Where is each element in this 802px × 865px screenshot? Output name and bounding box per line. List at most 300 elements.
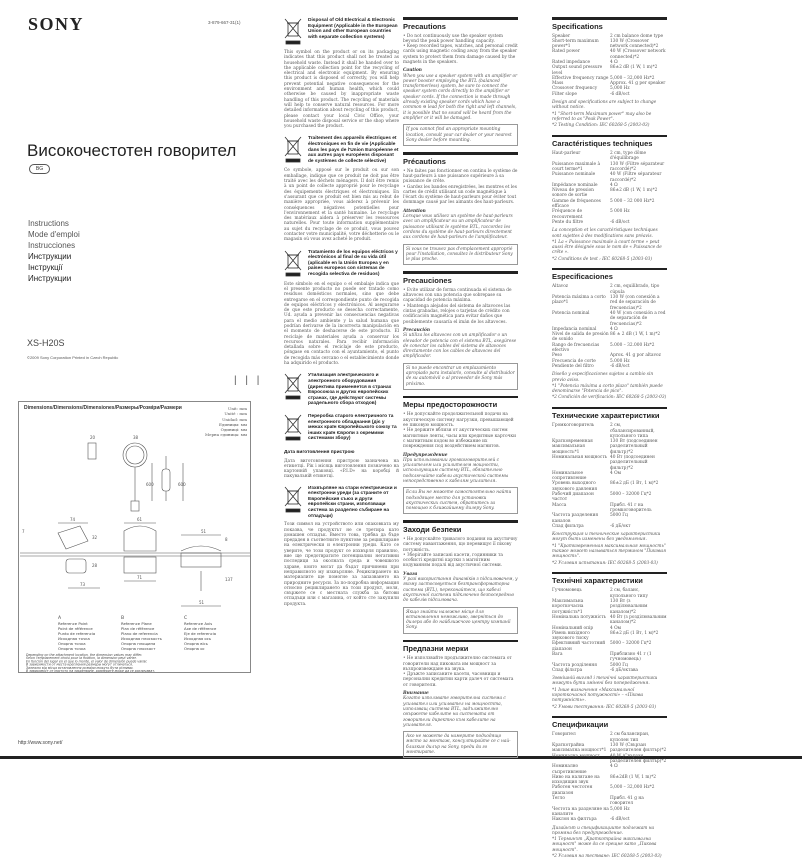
spec-row: [552, 764, 667, 775]
spec-value: 5.000 – 32.000 Hz*2: [610, 342, 655, 348]
spec-row: [552, 599, 667, 615]
precautions-section: [403, 271, 518, 390]
spec-value: 5000 – 32000 Гц*2: [610, 641, 652, 647]
spec-value: 86±2 dB (1 W, 1 m)*2: [610, 188, 658, 194]
precautions-section: [403, 520, 518, 633]
spec-label: Output sound pressure level: [552, 65, 603, 76]
spec-label: Pendiente del filtro: [552, 363, 594, 369]
spec-label: Ниво на налягане на изходящия звук: [552, 774, 600, 786]
dimension-value: 51: [201, 529, 207, 534]
precaution-item: • Не допускайте продолжительной подачи на акустическую систему нагрузки, превышающей ее пиковую мощность.: [403, 412, 518, 428]
spec-label: Potencia nominal: [552, 310, 590, 316]
spec-value: 4 Ω: [610, 326, 618, 332]
spec-change-note: Diseño y especificaciones sujetos a cambio sin previo aviso.: [552, 372, 654, 383]
specifications-heading: Caractéristiques techniques: [552, 139, 653, 149]
spec-value: 40 W (Filtre séparateur raccordé)*2: [610, 172, 662, 183]
spec-label: Ефективний частотний діапазон: [552, 641, 606, 652]
spec-value: 130 W (Crossover network connected)*2: [610, 38, 659, 50]
reference-marker-a: A: [58, 616, 62, 621]
caution-text: При использовании громкоговорителей с усилителем или усилителем мощности, использующим систему BTL, обязательно подключайте кабели акустической системы непосредственно к кабелям усилителя.: [403, 457, 509, 484]
spec-value: 5000 Гц: [610, 662, 628, 668]
dimension-value: 71: [137, 575, 143, 580]
dimension-value: 600: [146, 482, 154, 487]
spec-value: 40 W (con conexión a red de separación de frecuencias)*2: [610, 310, 666, 327]
spec-row: [552, 295, 667, 311]
spec-value: 86 ± 2 dB (1 W, 1 m)*2: [610, 332, 661, 338]
precaution-item: • Evite utilizar de forma continuada el sistema de altavoces con una potencia que sobrepase su capacidad de potencia máxima.: [403, 288, 518, 304]
disposal-body: Ce symbole, apposé sur le produit ou sur son emballage, indique que ce produit ne doit pas être traité avec les déchets ménagers. Il doit être remis à un point de collecte approprié pour le recyclage des équipements électriques et électroniques. En s'assurant que ce produit est bien mis au rebut de manière appropriée, vous aiderez à prévenir les conséquences négatives potentielles pour l'environnement et la santé humaine. Le recyclage des matériaux aidera à préserver les ressources naturelles. Pour toute information supplémentaire au sujet du recyclage de ce produit, vous pouvez contacter votre municipalité, votre déchetterie ou le magasin où vous avez acheté le produit.: [284, 168, 399, 243]
disposal-heading: Traitement des appareils électriques et électroniques en fin de vie (Applicable dans les pays de l'Union Européenne et aux autres pays européens disposant de systèmes de collecte sélective): [308, 136, 399, 164]
reference-label: Опорна ос: [184, 646, 205, 651]
spec-label: Рабочий диапазон частот: [552, 492, 594, 503]
precautions-section: [403, 152, 518, 265]
precautions-heading: Precauciones: [403, 275, 452, 285]
spec-value: 5 000 Hz: [610, 209, 630, 215]
disposal-heading: Дата виготовлення пристрою: [284, 449, 355, 455]
dimension-value: 7: [22, 529, 25, 534]
spec-label: Масса: [552, 502, 567, 508]
section-rule: [403, 396, 518, 399]
spec-label: Pente du filtre: [552, 219, 584, 225]
specifications-heading: Specifications: [552, 21, 603, 31]
spec-value: 40 Вт (подсоединен разделительный фильтр)*2: [610, 455, 655, 471]
spec-row: [552, 92, 667, 97]
spec-value: 2 см, сбалансированный, купольного типа: [610, 423, 655, 439]
spec-change-note: Дизайнът и спецификациите подлежат на промяна без предупреждение.: [552, 825, 655, 836]
dimension-value: 8: [225, 537, 228, 542]
precaution-item: • Mantenga alejados del sistema de altavoces las cintas grabadas, relojes o tarjetas de crédito con codificación magnética para evitar daños que posiblemente causaría el imán de los altavoces.: [403, 304, 518, 325]
mounting-note: Ако не можете да намерите подходящо място за монтаж, консултирайте се с най-близкия дилър на Sony, преди да го монтирате.: [403, 731, 518, 758]
specifications-heading: Спецификации: [552, 720, 609, 730]
spec-value: Aprox. 41 g por altavoz: [610, 353, 661, 359]
flush-mount-view: [124, 526, 156, 551]
disposal-section: [284, 136, 399, 242]
specifications-section: [552, 572, 667, 710]
spec-row: [552, 39, 667, 50]
unit-label: Единицы: мм: [219, 421, 247, 427]
disposal-body: Дата виготовлення пристрою зазначена на етикетці. Рік і місяць виготовлення позначено на картонній упаковці. «P.I.D» на коробці й пакувальній етикетці.: [284, 458, 399, 480]
spec-label: Номинальная мощность: [552, 455, 608, 460]
tweeter-front-view: [123, 443, 147, 467]
reference-label: Исходная плоскость: [121, 636, 162, 641]
reference-label: Опорна площина: [121, 641, 156, 646]
precaution-item: • Не держите вблизи от акустических систем магнитные ленты, часы или кредитные карточки с магнитным кодом во избежание их повреждения под воздействием магнитов.: [403, 428, 518, 449]
spec-row: [552, 796, 667, 807]
spec-value: 130 Вт (подсоединен разделительный фильтр)*2: [610, 439, 658, 455]
reference-label: Reference Axis: [184, 621, 213, 626]
spec-label: Гучномовець: [552, 588, 582, 594]
reference-label: Plan de référence: [121, 626, 155, 631]
specifications-section: [552, 268, 667, 401]
spec-label: Puissance nominale: [552, 172, 596, 178]
spec-value: 5,000 – 32,000 Hz*2: [610, 75, 655, 81]
specifications-section: [552, 17, 667, 129]
disposal-section: [284, 414, 399, 443]
reference-label: Point de référence: [58, 626, 93, 631]
spec-value: 86±2 дБ (1 Вт, 1 м)*2: [610, 481, 659, 487]
spec-row: [552, 785, 667, 796]
caution-heading: Предупреждение: [403, 452, 448, 458]
disposal-heading: Disposal of Old Electrical & Electronic Equipment (Applicable in the European Union and other European countries with separate collection systems): [308, 18, 398, 40]
dimension-note: Selon l'emplacement choisi pour la fixation, la dimension peut varier.: [26, 656, 137, 661]
disposal-heading: Изхвърляне на стари електрически и електронни уреди (за страните от Европейския съюз и други европейски страни, използващи система за разделно събиране на отпадъци): [308, 485, 397, 519]
spec-value: 2 см балансиран, куполен тип: [610, 732, 650, 743]
spec-row: [552, 209, 667, 220]
surface-mount-view: [181, 546, 221, 551]
spec-change-note: Design and specifications are subject to change without notice.: [552, 100, 657, 111]
spec-label: Спад фильтра: [552, 523, 584, 529]
dimension-value: 74: [70, 517, 76, 522]
spec-row: [552, 455, 667, 471]
caution-text: Когато използвате говорителна система с усилвател или усилвател на мощността, използващ система BTL, задължително свържете кабелите на системата от говорители директно към кабелите на усилвателя.: [403, 696, 506, 728]
spec-row: [552, 439, 667, 455]
spec-label: Честота на разделяне на каналите: [552, 806, 609, 817]
spec-row: [552, 151, 667, 162]
language-badge: BG: [29, 164, 50, 174]
spec-label: Niveau de pression sonore de sortie: [552, 188, 594, 199]
spec-value: -6 dB/oct: [610, 219, 630, 225]
spec-row: [552, 188, 667, 199]
disposal-body: This symbol on the product or on its packaging indicates that this product shall not be treated as household waste. Instead it shall be handed over to the applicable collection point for the recycling of electrical and electronic equipment. By ensuring this product is disposed of correctly, you will help prevent potential negative consequences for the environment and human health, which could otherwise be caused by inappropriate waste handling of this product. The recycling of materials will help to conserve natural resources. For more detailed information about recycling of this product, please contact your local Civic Office, your household waste disposal service or the shop where you purchased the product.: [284, 50, 399, 130]
precautions-heading: Заходи безпеки: [403, 524, 462, 534]
disposal-body: Този символ на устройството или опаковката му показва, че продуктът не се третира като домашен отпадък. Вместо това, трябва да бъде предаден в съответните пунктове за рециклиране на електрически и електронни уреди. Като се уверите, че този продукт се изхвърля правилно, вие ще предотвратите потенциални негативни последици за околната среда и човешкото здраве, които могат да бъдат причинени при неправилното му изхвърляне. Рециклирането на материалите ще помогне за запазването на природните ресурси. За по-подробна информация относно рециклирането на този продукт, моля, свържете се с местната служба за битови отпадъци или с магазина, от който сте закупили продукта.: [284, 522, 399, 607]
spec-row: [552, 492, 667, 503]
spec-value: 2 см, баланс, купольного типу: [610, 588, 649, 599]
spec-label: Fréquence de recouvrement: [552, 209, 583, 220]
dimension-value: 28: [92, 563, 98, 568]
spec-label: Говорител: [552, 732, 576, 738]
instructions-ru: Инструкции: [28, 252, 72, 261]
product-title: Високочестотен говорител: [27, 141, 237, 160]
unit-label: Unidad: mm: [222, 416, 247, 422]
spec-change-note: Конструкция и технические характеристики могут быть изменены без уведомления.: [552, 532, 661, 543]
crossover-network: [162, 469, 170, 491]
spec-row: [552, 732, 667, 743]
spec-value: 5,000 Hz: [610, 806, 630, 812]
spec-label: Short-term maximum power*1: [552, 38, 599, 50]
spec-label: Номинално съпротивление: [552, 764, 587, 775]
spec-label: Номінальна потужність: [552, 614, 607, 620]
section-rule: [552, 268, 667, 271]
spec-value: -6 дБ/окт: [610, 523, 631, 529]
copyright: ©2009 Sony Corporation Printed in Czech Republic: [27, 355, 119, 360]
dimension-value: 20: [90, 435, 96, 440]
spec-row: [552, 49, 667, 60]
spec-label: Частота розділення: [552, 662, 597, 668]
precaution-item: • Не допускайте тривалого подання на акустичну систему навантаження, що перевищує її пікову потужність.: [403, 537, 518, 553]
spec-footnote: *2 Умови тестування: IEC 60268-5 (2003-03): [552, 704, 657, 710]
spec-row: [552, 471, 667, 482]
reference-label: Опорна плоскост: [121, 646, 156, 651]
precautions-column: [403, 17, 518, 764]
section-rule: [403, 152, 518, 155]
spec-value: 4 Ом: [610, 470, 621, 476]
precaution-item: • Keep recorded tapes, watches, and personal credit cards using magnetic coding away from the speaker system to protect them from damage caused by the magnets in the speakers.: [403, 44, 518, 65]
spec-row: [552, 503, 667, 514]
instructions-fr: Mode d'emploi: [28, 230, 80, 239]
mounting-note: Якщо знайти належне місце для встановлення неможливо, зверніться до дилера або до найближчого центру компанії Sony.: [403, 607, 518, 634]
dimension-note: В зависимости от места крепления размеры могут отличаться.: [26, 662, 134, 667]
spec-label: Rated impedance: [552, 59, 591, 65]
spec-label: Puissance maximale à court terme*1: [552, 161, 601, 172]
print-marks: | | |: [234, 375, 263, 386]
mounting-note: Si no puede encontrar un emplazamiento apropiado para instalarlo, consulte al distribuidor de su automóvil o al proveedor de Sony más próximo.: [403, 363, 518, 390]
spec-row: [552, 817, 667, 822]
spec-footnote: *2 Условия на тестване: IEC 60268-5 (2003-03): [552, 854, 662, 859]
spec-value: 5,000 Hz: [610, 86, 630, 92]
spec-value: Приблизно 41 г (1 гучномовець): [610, 652, 652, 663]
spec-value: 130 W (Свързан разделителен филтър)*2: [610, 743, 667, 754]
spec-row: [552, 220, 667, 225]
spec-label: Effective frequency range: [552, 75, 609, 81]
spec-row: [552, 162, 667, 173]
weee-bin-icon: [284, 373, 302, 403]
spec-row: [552, 668, 667, 673]
precautions-heading: Précautions: [403, 156, 446, 166]
spec-value: 2 cm balance dome type: [610, 33, 664, 39]
sony-logo: SONY: [28, 14, 85, 34]
caution-heading: Attention: [403, 208, 426, 214]
precautions-section: [403, 396, 518, 515]
spec-label: Filter slope: [552, 91, 577, 97]
disposal-body: Este símbolo en el equipo o el embalaje indica que el presente producto no puede ser tratado como residuos domésticos normales, sino que debe entregarse en el correspondiente punto de recogida de equipos eléctricos y electrónicos. Al asegurarse de que este producto se desecha correctamente, Ud. ayuda a prevenir las consecuencias negativas para el medio ambiente y la salud humana que podrían derivarse de la incorrecta manipulación en el momento de deshacerse de este producto. El reciclaje de materiales ayuda a conservar los recursos naturales. Para recibir información detallada sobre el reciclaje de este producto, póngase en contacto con el ayuntamiento, el punto de recogida más cercano o el establecimiento donde ha adquirido el producto.: [284, 281, 399, 367]
spec-label: Номінальний опір: [552, 625, 594, 631]
spec-value: 130 W (con conexión a red de separación de frecuencias)*2: [610, 295, 660, 311]
spec-value: 5000 – 32000 Гц*2: [610, 492, 652, 498]
spec-value: 4 Ω: [610, 764, 618, 770]
caution-text: У разі використання динаміків з підсилювачем, у якому застосовується безтрансформаторна система (BTL), переконайтеся, що кабелі акустичної системи підключено безпосередньо до кабелів підсилювача.: [403, 577, 518, 604]
caution-text: Si utiliza los altavoces con un amplificador o un elevador de potencia con el sistema BTL, asegúrese de conectar los cables del sistema de altavoces directamente con los cables de altavoces del amplificador.: [403, 333, 517, 360]
dimension-value: 61: [137, 517, 143, 522]
spec-value: Approx. 41 g per speaker: [610, 81, 666, 87]
disposal-section: [284, 373, 399, 407]
spec-row: [552, 423, 667, 439]
dimension-value: 137: [225, 577, 233, 582]
spec-footnote: *1 Терминът „Краткотрайна максимална мощност" може да се срещне като „Пикова мощност".: [552, 837, 657, 853]
mounting-note: Если Вы не можете самостоятельно найти подходящее место для установки акустических систем, обратитесь за помощью к ближайшему дилеру Sony.: [403, 487, 518, 514]
spec-row: [552, 524, 667, 529]
spec-label: Gamme de fréquences efficace: [552, 198, 601, 210]
section-rule: [552, 716, 667, 719]
spec-value: 4 Ом: [610, 625, 621, 631]
section-rule: [552, 17, 667, 20]
spec-footnote: *2 Условия испытания: IEC 60268-5 (2003-03): [552, 560, 658, 566]
caution-heading: Внимание: [403, 691, 429, 697]
spec-label: Potencia máxima a corto plazo*1: [552, 295, 606, 306]
unit-label: Unit: mm: [227, 406, 247, 411]
spec-label: Nivel de salida de presión de sonido: [552, 332, 609, 343]
spec-label: Номинальное сопротивление: [552, 470, 587, 482]
mounting-note: Si vous ne trouvez pas d'emplacement approprié pour l'installation, consultez le distributeur Sony le plus proche.: [403, 244, 518, 266]
spec-label: Спад фільтра: [552, 667, 583, 673]
spec-footnote: *1 La « Puissance maximale à court terme » peut aussi être désignée sous le nom de « Puissance de crête ».: [552, 239, 662, 256]
disposal-column: [284, 18, 399, 614]
spec-row: [552, 641, 667, 652]
weee-bin-icon: [284, 136, 302, 166]
precautions-list: [403, 537, 518, 569]
dimension-note: En función del lugar en el que lo monte, el valor de dimensión puede variar.: [26, 659, 148, 664]
reference-marker-c: C: [184, 616, 188, 621]
spec-label: Максимальна короткочасна потужність*1: [552, 599, 584, 615]
section-rule: [403, 520, 518, 523]
section-rule: [403, 271, 518, 274]
spec-value: 130 W (Filtre séparateur raccordé)*2: [610, 161, 665, 172]
spec-row: [552, 65, 667, 76]
spec-footnote: *2 Condición de verificación: IEC 60268-5 (2003-03): [552, 395, 667, 401]
spec-value: 40 W (Crossover network connected)*2: [610, 49, 666, 60]
instructions-ua: Інструкції: [28, 263, 63, 272]
spec-label: Громкоговоритель: [552, 423, 595, 429]
spec-label: Impédance nominale: [552, 182, 598, 188]
spec-label: Rango de frecuencias efectivo: [552, 342, 600, 354]
specifications-heading: Especificaciones: [552, 272, 613, 282]
dimension-value: 51: [199, 600, 205, 605]
caution-heading: Precaución: [403, 327, 430, 333]
spec-value: 40 Вт (з розділювальним каналом)*2: [610, 614, 667, 626]
disposal-section: [284, 450, 399, 480]
spec-row: [552, 652, 667, 663]
disposal-heading: Tratamiento de los equipos eléctricos y electrónicos al final de su vida útil (aplicable en la Unión Europea y en países europeos con sistemas de recogida selectiva de residuos): [308, 249, 398, 277]
spec-label: Impedancia nominal: [552, 326, 597, 332]
reference-label: Опорна точка: [58, 646, 86, 651]
spec-footnote: *1 "Potencia máxima a corto plazo" también puede denominarse "Potencia de pico".: [552, 383, 663, 395]
spec-row: [552, 481, 667, 492]
reference-label: Опорна вісь: [184, 641, 208, 646]
spec-label: Наклон на филтъра: [552, 817, 597, 823]
instructions-es: Instrucciones: [28, 241, 76, 250]
precautions-heading: Предпазни мерки: [403, 644, 469, 654]
spec-footnote: *2 Conditions de test : IEC 60268-5 (2003-03): [552, 256, 652, 262]
weee-bin-icon: [284, 486, 302, 516]
spec-footnote: *2 Testing Condition: IEC 60268-5 (2003-03): [552, 123, 650, 129]
disposal-section: [284, 18, 399, 129]
spec-row: [552, 284, 667, 295]
caution-heading: Увага: [403, 571, 418, 577]
spec-label: Вага: [552, 652, 563, 657]
dimensions-drawing: [18, 401, 251, 673]
spec-row: [552, 743, 667, 754]
spec-row: [552, 199, 667, 210]
spec-value: 86±2 dB (1 W, 1 m)*2: [610, 65, 658, 71]
spec-value: Прибл. 41 g на говорител: [610, 796, 644, 807]
unit-label: Unité : mm: [224, 411, 247, 417]
reference-marker-b: B: [121, 616, 125, 621]
document-number: 3-879-667-31(1): [208, 20, 241, 25]
reference-label: Axe de référence: [184, 626, 217, 631]
spec-value: 4 Ω: [610, 182, 618, 188]
instructions-bg: Инструкции: [28, 274, 72, 283]
spec-row: [552, 775, 667, 786]
spec-change-note: Зовнішній вигляд і технічні характеристики можуть бути змінені без попередження.: [552, 676, 658, 687]
unit-label: Мерна единица: мм: [205, 432, 247, 438]
section-rule: [403, 17, 518, 20]
reference-label: Reference Plane: [121, 621, 152, 626]
precautions-list: [403, 288, 518, 325]
spec-label: Frecuencia de corte: [552, 358, 596, 364]
caution-heading: Caution: [403, 68, 422, 74]
precautions-list: [403, 412, 518, 449]
specifications-column: [552, 17, 667, 865]
spec-row: [552, 332, 667, 343]
spec-value: Прибл. 41 г на громкоговоритель: [610, 502, 652, 513]
disposal-section: [284, 250, 399, 367]
reference-label: Punto de referencia: [58, 631, 96, 636]
spec-label: Краткотрайна максимална мощност*1: [552, 743, 607, 754]
spec-label: Mass: [552, 81, 564, 87]
disposal-heading: Переробка старого електричного та електронного обладнання (діє у межах країн Європейського союзу та інших країн Європи з окремими системами збору): [308, 413, 397, 442]
sony-url-link[interactable]: http://www.sony.net/: [18, 740, 63, 746]
spec-row: [552, 172, 667, 183]
spec-label: Rated power: [552, 49, 580, 55]
specifications-section: [552, 716, 667, 859]
caution-text: When you use a speaker system with an amplifier or power booster employing the BTL (balanced transformerless) system, be sure to connect the speaker system cords directly to the amplifier or speaker cords. If the connection is made through already existing speaker cords which have a common ⊖ lead for both the right and left channels, it is possible that no sound will be heard from the amplifier or it will be damaged.: [403, 73, 518, 121]
reference-label: Исходная ось: [184, 636, 212, 641]
precautions-section: [403, 640, 518, 759]
section-rule: [552, 407, 667, 410]
dimension-note: Depending on the attachment location, the dimension values may differ.: [26, 653, 143, 657]
dimension-note: Залежно від місця встановлення розміри можуть бути різними.: [26, 665, 134, 670]
spec-value: 86±2dB (1 W, 1 m)*2: [610, 774, 656, 780]
spec-label: Crossover frequency: [552, 86, 598, 92]
weee-bin-icon: [284, 18, 302, 48]
spec-label: Рівень вихідного звукового тиску: [552, 630, 590, 642]
spec-value: 5 000 – 32 000 Hz*2: [610, 198, 655, 204]
precautions-heading: Меры предосторожности: [403, 400, 498, 410]
precaution-item: • Не използвайте продължително системата от говорители над пиковата им мощност за възпроизвеждане на звука.: [403, 656, 518, 672]
dimension-value: 38: [133, 435, 139, 440]
reference-label: Plano de referencia: [121, 631, 158, 636]
spec-value: 130 Вт (з розділювальним каналом)*2: [610, 599, 648, 615]
precautions-heading: Precautions: [403, 21, 446, 31]
precaution-item: • Дръжте записаните касети, часовници и персонални кредитни карти далеч от системата от говорители.: [403, 672, 518, 688]
section-rule: [552, 572, 667, 575]
spec-label: Peso: [552, 353, 563, 359]
spec-footnote: *1 Інше визначення «Максимальної короткочасної потужності» – «Пікова потужність».: [552, 687, 644, 704]
spec-value: 4 Ω: [610, 59, 618, 65]
precaution-item: • Зберігайте записані касети, годинники та особисті кредитні картки з магнітним кодуванням подалі від акустичної системи.: [403, 553, 518, 569]
tweeter-side-view: [88, 443, 96, 459]
weee-bin-icon: [284, 414, 302, 444]
spec-label: Кратковременная максимальная мощность*1: [552, 439, 593, 455]
spec-footnote: *1 "Short-term Maximum power" may also be referred to as "Peak Power".: [552, 111, 652, 122]
specifications-section: [552, 407, 667, 566]
spec-row: [552, 364, 667, 369]
spec-value: 86±2 дБ (1 Вт, 1 м)*2: [610, 630, 659, 636]
reference-label: Reference Point: [58, 621, 88, 626]
dimension-value: 32: [92, 535, 98, 540]
disposal-section: [284, 486, 399, 607]
section-rule: [403, 640, 518, 643]
caution-text: Lorsque vous utilisez un système de haut-parleurs avec un amplificateur ou un amplificateur de puissance utilisant le système BTL, raccordez les cordons du système de haut-parleurs directement aux cordons de haut-parleurs de l'amplificateur.: [403, 214, 513, 241]
spec-row: [552, 343, 667, 354]
dimension-value: 73: [80, 582, 86, 587]
spec-change-note: La conception et les caractéristiques techniques sont sujettes à des modifications sans préavis.: [552, 228, 658, 239]
reference-label: Eje de referencia: [184, 631, 217, 636]
weee-bin-icon: [284, 250, 302, 280]
spec-label: Altavoz: [552, 284, 569, 290]
spec-label: Haut-parleur: [552, 151, 581, 157]
spec-row: [552, 615, 667, 626]
spec-value: -6 dB/oct: [610, 91, 630, 97]
precautions-list: [403, 656, 518, 688]
spec-value: 5000 Гц: [610, 513, 628, 519]
model-number: XS-H20S: [27, 338, 65, 348]
unit-label: Одиниці: мм: [220, 427, 247, 433]
reference-label: Опорна точка: [58, 641, 86, 646]
spec-value: 5.000 Hz: [610, 358, 630, 364]
spec-row: [552, 588, 667, 599]
precautions-section: [403, 17, 518, 146]
